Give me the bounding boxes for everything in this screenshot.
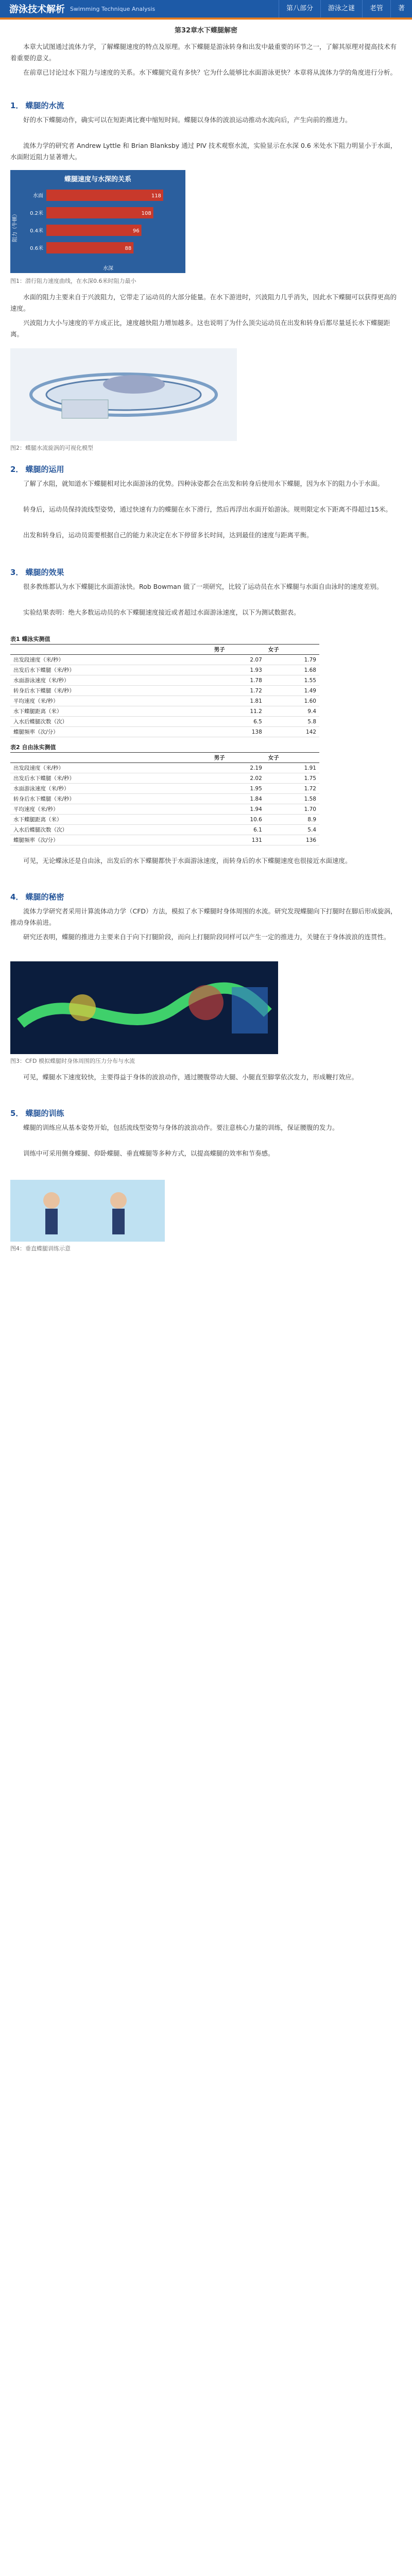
figure-caption: 图3：CFD 模拟蝶腿时身体周围的压力分布与水流 <box>10 1058 135 1064</box>
nav-topic[interactable]: 游泳之谜 <box>320 0 362 18</box>
nav-part[interactable]: 第八部分 <box>279 0 320 18</box>
section-heading: 1． 蝶腿的水流 <box>10 101 64 110</box>
chart-title: 蝶腿速度与水深的关系 <box>64 176 132 183</box>
table-caption: 表1 蝶泳实测值 <box>10 636 50 642</box>
section-heading: 2． 蝶腿的运用 <box>10 465 64 474</box>
bar-2 <box>46 225 142 236</box>
figure-caption: 图2：蝶腿水流旋涡的可视化模型 <box>10 445 93 451</box>
swimmer-shape <box>103 375 165 394</box>
table-row: 入水后蝶腿次数（次） 6.1 5.4 <box>10 825 319 835</box>
table-row: 出发后水下蝶腿（米/秒） 1.93 1.68 <box>10 665 319 675</box>
drag-depth-chart <box>10 170 185 273</box>
nav-authored: 著 <box>390 0 412 18</box>
body-paragraph: 流体力学研究者采用计算流体动力学（CFD）方法，模拟了水下蝶腿时身体周围的水流。研究发现蝶腿向下打腿时在脚后形成旋涡，推动身体前进。 <box>10 907 397 926</box>
table-row: 蝶腿频率（次/分） 131 136 <box>10 835 319 845</box>
section-heading: 4． 蝶腿的秘密 <box>10 892 64 902</box>
figure-caption: 图1：潜行阻力速度曲线，在水深0.6米时阻力最小 <box>10 278 136 284</box>
table-row: 转身后水下蝶腿（米/秒） 1.72 1.49 <box>10 686 319 696</box>
table-row: 出发段速度（米/秒） 2.07 1.79 <box>10 655 319 665</box>
nav-author[interactable]: 老管 <box>362 0 390 18</box>
table-caption: 表2 自由泳实测值 <box>10 744 56 751</box>
value-label: 96 <box>132 228 140 234</box>
header-divider <box>0 18 412 20</box>
table-row: 水面游泳速度（米/秒） 1.78 1.55 <box>10 675 319 686</box>
body-paragraph: 可见，蝶腿水下速度较快，主要得益于身体的波浪动作，通过腰腹带动大腿、小腿直至脚掌依次发力，形成鞭打效应。 <box>23 1073 358 1081</box>
table-freestyle: 表2 自由泳实测值 男子 女子 出发段速度（米/秒） 2.19 1.91 出发后水下蝶腿（米/秒） 2.02 1.75 水面游泳速度（米/秒） 1.95 1.72 转身后水下蝶腿（米/秒） 1.84 1.58 平均速度（米/秒） 1.94 1.70 水下蝶腿距离（米） 10.6 8.9 入水后蝶腿次数（次） 6.1 5.4 蝶腿频率（次/分） 131 136 <box>10 742 319 845</box>
table-butterfly: 表1 蝶泳实测值 男子 女子 出发段速度（米/秒） 2.07 1.79 出发后水下蝶腿（米/秒） 1.93 1.68 水面游泳速度（米/秒） 1.78 1.55 转身后水下蝶腿（米/秒） 1.72 1.49 平均速度（米/秒） 1.81 1.60 水下蝶腿距离（米） 11.2 9.4 入水后蝶腿次数（次） 6.5 5.8 蝶腿频率（次/分） 138 142 <box>10 634 319 737</box>
cfd-figure <box>10 961 278 1054</box>
value-label: 108 <box>141 211 151 216</box>
table-row: 水面游泳速度（米/秒） 1.95 1.72 <box>10 784 319 794</box>
table-row: 平均速度（米/秒） 1.81 1.60 <box>10 696 319 706</box>
body-paragraph: 训练中可采用侧身蝶腿、仰卧蝶腿、垂直蝶腿等多种方式，以提高蝶腿的效率和节奏感。 <box>23 1149 274 1157</box>
bar-0 <box>46 190 163 201</box>
body-paragraph: 好的水下蝶腿动作，确实可以在短距离比赛中缩短时间。蝶腿以身体的波浪运动推动水流向后，产生向前的推进力。 <box>23 116 352 124</box>
intro-paragraph: 在前章已讨论过水下阻力与速度的关系。水下蝶腿究竟有多快？它为什么能够比水面游泳更快？本章将从流体力学的角度进行分析。 <box>23 69 397 76</box>
value-label: 88 <box>125 246 132 251</box>
body-paragraph: 了解了水阻，就知道水下蝶腿相对比水面游泳的优势。四种泳姿都会在出发和转身后使用水下蝶腿，因为水下的阻力小于水面。 <box>23 480 384 487</box>
chapter-title: 第32章水下蝶腿解密 <box>174 27 238 35</box>
header-nav <box>279 0 412 18</box>
table-row: 水下蝶腿距离（米） 10.6 8.9 <box>10 815 319 825</box>
body-paragraph: 兴波阻力大小与速度的平方成正比，速度越快阻力增加越多。这也说明了为什么顶尖运动员在出发和转身后都尽量延长水下蝶腿距离。 <box>10 319 390 338</box>
category-label: 0.6米 <box>30 246 43 251</box>
table-row: 入水后蝶腿次数（次） 6.5 5.8 <box>10 717 319 727</box>
table-row: 转身后水下蝶腿（米/秒） 1.84 1.58 <box>10 794 319 804</box>
body-paragraph: 出发和转身后，运动员需要根据自己的能力来决定在水下停留多长时间，达到最佳的速度与距离平衡。 <box>23 531 313 539</box>
table-row: 出发后水下蝶腿（米/秒） 2.02 1.75 <box>10 773 319 784</box>
vertical-kick-figure <box>10 1180 165 1242</box>
body-paragraph: 流体力学的研究者 Andrew Lyttle 和 Brian Blanksby 通过 PIV 技术观察水流，实验显示在水深 0.6 米处水下阻力明显小于水面，水面附近阻力显著增大。 <box>10 142 397 161</box>
body-paragraph: 很多教练都认为水下蝶腿比水面游泳快。Rob Bowman 做了一项研究，比较了运动员在水下蝶腿与水面自由泳时的速度差别。 <box>23 583 383 590</box>
chart-ylabel: 阻力（牛顿） <box>12 211 18 242</box>
intro-paragraph: 本章大试图通过流体力学，了解蝶腿速度的特点及原理。水下蝶腿是游泳转身和出发中最重要的环节之一，了解其原理对提高技术有着重要的意义。 <box>10 43 397 62</box>
vortex-figure <box>10 348 237 441</box>
body-paragraph: 实验结果表明：绝大多数运动员的水下蝶腿速度接近或者超过水面游泳速度，以下为测试数据表。 <box>23 608 300 616</box>
chart-background <box>10 170 185 273</box>
site-logo[interactable]: 游泳技术解析 <box>9 4 65 15</box>
section-heading: 3． 蝶腿的效果 <box>10 568 64 577</box>
table-row: 水下蝶腿距离（米） 11.2 9.4 <box>10 706 319 717</box>
table-row: 出发段速度（米/秒） 2.19 1.91 <box>10 763 319 773</box>
table-row: 平均速度（米/秒） 1.94 1.70 <box>10 804 319 815</box>
body-paragraph: 水面的阻力主要来自于兴波阻力，它带走了运动员的大部分能量。在水下游进时，兴波阻力几乎消失，因此水下蝶腿可以获得更高的速度。 <box>10 293 397 312</box>
bar-3 <box>46 242 133 253</box>
table-row: 蝶腿频率（次/分） 138 142 <box>10 727 319 737</box>
body-paragraph: 蝶腿的训练应从基本姿势开始，包括流线型姿势与身体的波浪动作。要注意核心力量的训练，保证腰腹的发力。 <box>23 1124 339 1131</box>
bar-1 <box>46 207 153 218</box>
body-paragraph: 转身后，运动员保持流线型姿势，通过快速有力的蝶腿在水下滑行，然后再浮出水面开始游泳。规则限定水下距离不得超过15米。 <box>23 505 392 513</box>
body-paragraph: 可见，无论蝶泳还是自由泳，出发后的水下蝶腿都快于水面游泳速度，而转身后的水下蝶腿速度也很接近水面速度。 <box>23 857 352 865</box>
category-label: 0.4米 <box>30 228 43 234</box>
site-header <box>0 0 412 18</box>
category-label: 0.2米 <box>30 211 43 216</box>
figure-caption: 图4：垂直蝶腿训练示意 <box>10 1245 71 1252</box>
value-label: 118 <box>151 193 161 199</box>
body-paragraph: 研究还表明，蝶腿的推进力主要来自于向下打腿阶段，而向上打腿阶段同样可以产生一定的推进力，关键在于身体波浪的连贯性。 <box>23 933 390 941</box>
chart-xlabel: 水深 <box>103 266 113 272</box>
section-heading: 5． 蝶腿的训练 <box>10 1109 64 1118</box>
category-label: 水面 <box>33 193 43 199</box>
site-logo-en: Swimming Technique Analysis <box>70 5 156 12</box>
